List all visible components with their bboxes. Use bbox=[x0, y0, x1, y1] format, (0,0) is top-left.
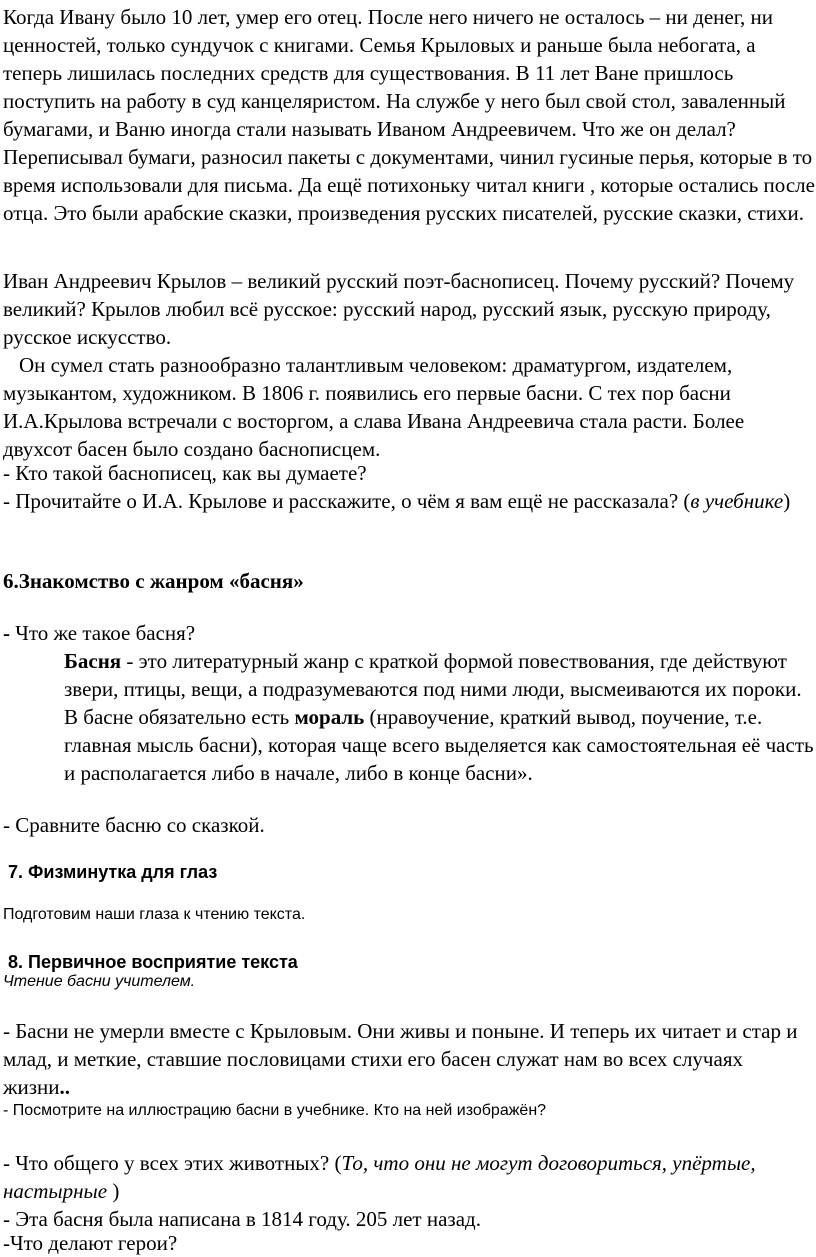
question-fabulist: - Кто такой баснописец, как вы думаете? bbox=[3, 461, 367, 485]
question-read-close: ) bbox=[783, 489, 791, 513]
section-6-title: 6.Знакомство с жанром «басня» bbox=[3, 569, 304, 593]
intro-paragraph: Когда Ивану было 10 лет, умер его отец. После него ничего не осталось – ни денег, ни ценностей, только сундучок с книгами. Семья Крыловых и раньше была небогата, а теперь лишилась последних средств для существования. В 11 лет Ване пришлось поступить на работу в суд канцеляристом. На службе у него был свой стол, заваленный бумагами, и Ваню иногда стали называть Иваном Андреевичем. Что же он делал? Переписывал бумаги, разносил пакеты с документами, чинил гусиные перья, которые в то время использовали для письма. Да ещё потихоньку читал книги , которые остались после отца. Это были арабские сказки, произведения русских писателей, русские сказки, стихи. bbox=[3, 5, 815, 225]
fables-alive-end: .. bbox=[59, 1075, 71, 1099]
section-7-title: 7. Физминутка для глаз bbox=[8, 862, 218, 882]
definition-moral: мораль bbox=[294, 705, 365, 729]
animals-common-question bbox=[3, 1149, 815, 1205]
question-dash: - bbox=[3, 621, 10, 645]
definition-term: Басня bbox=[64, 649, 122, 673]
illustration-task: - Посмотрите на иллюстрацию басни в учебнике. Кто на ней изображён? bbox=[3, 1102, 547, 1119]
compare-task: - Сравните басню со сказкой. bbox=[3, 813, 265, 837]
talent-paragraph: Он сумел стать разнообразно талантливым человеком: драматургом, издателем, музыкантом, художником. В 1806 г. появились его первые басни. С тех пор басни И.А.Крылова встречали с восторгом, а слава Ивана Андреевича стала расти. Более двухсот басен было создано баснописцем. bbox=[3, 353, 745, 461]
section-7-text: Подготовим наши глаза к чтению текста. bbox=[3, 906, 306, 923]
definition-text-2: (нравоучение, краткий вывод, поучение, т.е. главная мысль басни), которая чаще всего выделяется как самостоятельная её часть и располагается либо в начале, либо в конце басни». bbox=[64, 705, 814, 785]
question-read-about bbox=[3, 487, 815, 515]
question-read-hint: в учебнике bbox=[690, 489, 784, 513]
heroes-question: -Что делают герои? bbox=[3, 1231, 178, 1255]
section-8-title: 8. Первичное восприятие текста bbox=[8, 952, 298, 972]
question-read-text: - Прочитайте о И.А. Крылове и расскажите, о чём я вам ещё не рассказала? ( bbox=[3, 489, 691, 513]
krylov-paragraph: Иван Андреевич Крылов – великий русский поэт-баснописец. Почему русский? Почему великий? Крылов любил всё русское: русский народ, русский язык, русскую природу, русское искусство. bbox=[3, 269, 795, 349]
fables-alive-paragraph bbox=[3, 1017, 815, 1101]
section-8-subtitle: Чтение басни учителем. bbox=[3, 973, 196, 990]
animals-common-close: ) bbox=[107, 1179, 120, 1203]
definition-text-1: - это литературный жанр с краткой формой повествования, где действуют звери, птицы, вещи, а подразумеваются под ними люди, высмеиваются их пороки. В басне обязательно есть bbox=[64, 649, 802, 729]
animals-common-text: - Что общего у всех этих животных? ( bbox=[3, 1151, 342, 1175]
question-fable-text: Что же такое басня? bbox=[10, 621, 196, 645]
fable-definition bbox=[64, 647, 815, 787]
fable-date-note: - Эта басня была написана в 1814 году. 205 лет назад. bbox=[3, 1207, 481, 1231]
fables-alive-text: - Басни не умерли вместе с Крыловым. Они живы и поныне. И теперь их читает и стар и млад, и меткие, ставшие пословицами стихи его басен служат нам во всех случаях жизни bbox=[3, 1019, 798, 1099]
animals-common-answer: То, что они не могут договориться, упёртые, настырные bbox=[3, 1151, 756, 1203]
question-what-is-fable bbox=[3, 619, 815, 647]
